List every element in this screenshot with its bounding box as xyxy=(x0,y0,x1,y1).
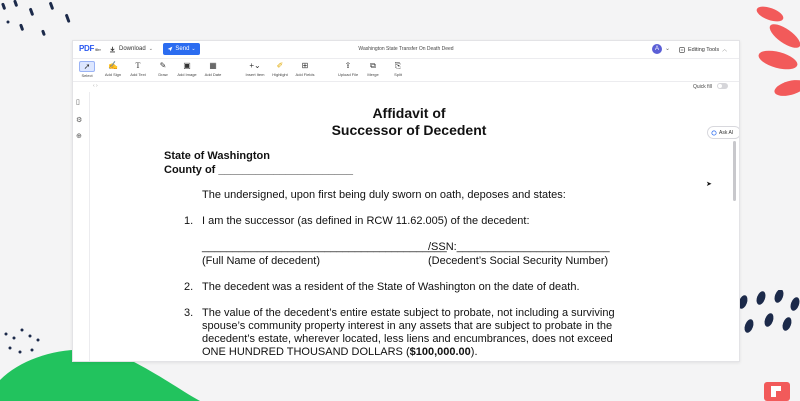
decorative-dots-top-left xyxy=(0,0,80,50)
calendar-icon: ▦ xyxy=(209,61,217,70)
tool-insert-item[interactable] xyxy=(245,61,265,77)
sub-bar xyxy=(73,82,739,92)
item-3-line4 xyxy=(202,346,478,358)
tool-label: Split xyxy=(394,72,402,77)
sparkle-icon xyxy=(711,130,717,136)
tool-label: Insert Item xyxy=(245,72,265,77)
tool-label: Add Sign xyxy=(104,72,122,77)
pdf-page xyxy=(89,92,729,361)
item-1-number: 1. xyxy=(184,215,194,227)
tool-merge[interactable] xyxy=(363,61,383,77)
tool-draw[interactable] xyxy=(153,61,173,77)
chevron-down-icon: ⌄ xyxy=(191,46,196,52)
tool-label: Draw xyxy=(158,72,168,77)
image-icon: ▣ xyxy=(183,61,191,70)
merge-icon: ⧉ xyxy=(370,61,376,70)
navigation-arrows-icon[interactable]: ‹ › xyxy=(93,83,98,89)
chevron-down-icon[interactable]: ⌄ xyxy=(665,46,671,52)
intro-paragraph: The undersigned, upon first being duly sworn on oath, deposes and states: xyxy=(202,189,566,201)
top-bar xyxy=(73,41,739,59)
zoom-icon[interactable]: ⊕ xyxy=(76,133,82,140)
logo-subtext: filler xyxy=(95,47,101,52)
tool-label: Add Date xyxy=(204,72,222,77)
county-line[interactable]: County of ______________________ xyxy=(164,164,353,176)
page-thumbnails-icon[interactable]: ▯ xyxy=(76,99,80,106)
tool-split[interactable] xyxy=(388,61,408,77)
chevron-down-icon: ⌄ xyxy=(148,46,153,52)
decorative-red-blob xyxy=(730,0,800,110)
gear-icon[interactable]: ⚙ xyxy=(76,117,83,124)
ask-ai-button[interactable] xyxy=(707,126,740,139)
tool-label: Add Image xyxy=(177,72,197,77)
amount-bold: $100,000.00 xyxy=(409,346,471,358)
decorative-navy-marks xyxy=(735,290,800,350)
editing-toolbar xyxy=(73,59,739,82)
tool-add-image[interactable] xyxy=(177,61,197,77)
document-heading-line1: Affidavit of xyxy=(372,105,446,121)
tool-upload-file[interactable] xyxy=(338,61,358,77)
ssn-field[interactable]: /SSN:_________________________ xyxy=(428,241,610,253)
quick-fill-label: Quick fill xyxy=(693,84,712,90)
fields-icon: ⊞ xyxy=(301,61,309,70)
sign-icon: ✍ xyxy=(108,61,118,70)
tool-add-text[interactable] xyxy=(128,61,148,77)
vertical-scrollbar[interactable] xyxy=(733,141,736,201)
decedent-name-field[interactable]: ________________________________________ xyxy=(202,241,447,253)
brand-corner-logo xyxy=(764,382,790,401)
tool-add-sign[interactable] xyxy=(103,61,123,77)
item-2-number: 2. xyxy=(184,281,194,293)
item-2-text: The decedent was a resident of the State of Washington on the date of death. xyxy=(202,281,580,293)
plus-icon: +⌄ xyxy=(249,61,261,70)
document-title: Washington State Transfer On Death Deed xyxy=(358,46,454,52)
state-line: State of Washington xyxy=(164,150,270,162)
logo-text: PDF xyxy=(79,44,95,53)
download-label: Download xyxy=(119,46,146,52)
document-heading-line2: Successor of Decedent xyxy=(331,122,487,138)
tool-add-date[interactable] xyxy=(203,61,223,77)
left-rail xyxy=(73,92,90,361)
item-3-line4-end: ). xyxy=(470,346,478,358)
pen-icon: ✎ xyxy=(159,61,167,70)
item-3-line1: The value of the decedent’s entire estate subject to probate, not including a surviving xyxy=(202,307,615,319)
tool-label: Upload File xyxy=(338,72,359,77)
item-3-line3: decedent’s estate, wherever located, less liens and encumbrances, does not exceed xyxy=(202,333,613,345)
ask-ai-label: Ask AI xyxy=(719,129,734,136)
tool-add-fields[interactable] xyxy=(295,61,315,77)
tool-label: Highlight xyxy=(272,72,288,77)
tools-icon xyxy=(679,47,685,53)
item-3-number: 3. xyxy=(184,307,194,319)
ssn-caption: (Decedent’s Social Security Number) xyxy=(428,255,609,267)
name-caption: (Full Name of decedent) xyxy=(202,255,320,267)
pdf-editor-window xyxy=(72,40,740,362)
item-1-text: I am the successor (as defined in RCW 11.62.005) of the decedent: xyxy=(202,215,530,227)
tool-select[interactable] xyxy=(77,61,97,78)
item-3-line4-start: ONE HUNDRED THOUSAND DOLLARS ( xyxy=(202,346,410,358)
tool-highlight[interactable] xyxy=(270,61,290,77)
item-3-line2: spouse’s community property interest in any assets that are subject to probate in the xyxy=(202,320,613,332)
quick-fill-toggle[interactable] xyxy=(717,83,728,89)
text-icon: T xyxy=(135,61,141,70)
mouse-pointer-icon: ➤ xyxy=(706,181,712,188)
tool-label: Add Text xyxy=(130,72,146,77)
tool-label: Merge xyxy=(367,72,379,77)
avatar[interactable]: A xyxy=(652,44,662,54)
send-label: Send xyxy=(175,46,190,52)
highlight-icon: ✐ xyxy=(276,61,284,70)
editing-tools-toggle[interactable] xyxy=(679,46,727,53)
chevron-up-icon: ︿ xyxy=(722,47,728,53)
upload-icon: ⇪ xyxy=(344,61,352,70)
tool-label: Add Fields xyxy=(295,72,315,77)
split-icon: ⎘ xyxy=(394,61,402,70)
tool-label: Select xyxy=(81,73,93,78)
cursor-icon: ➚ xyxy=(79,61,95,72)
editing-tools-label: Editing Tools xyxy=(688,46,720,53)
